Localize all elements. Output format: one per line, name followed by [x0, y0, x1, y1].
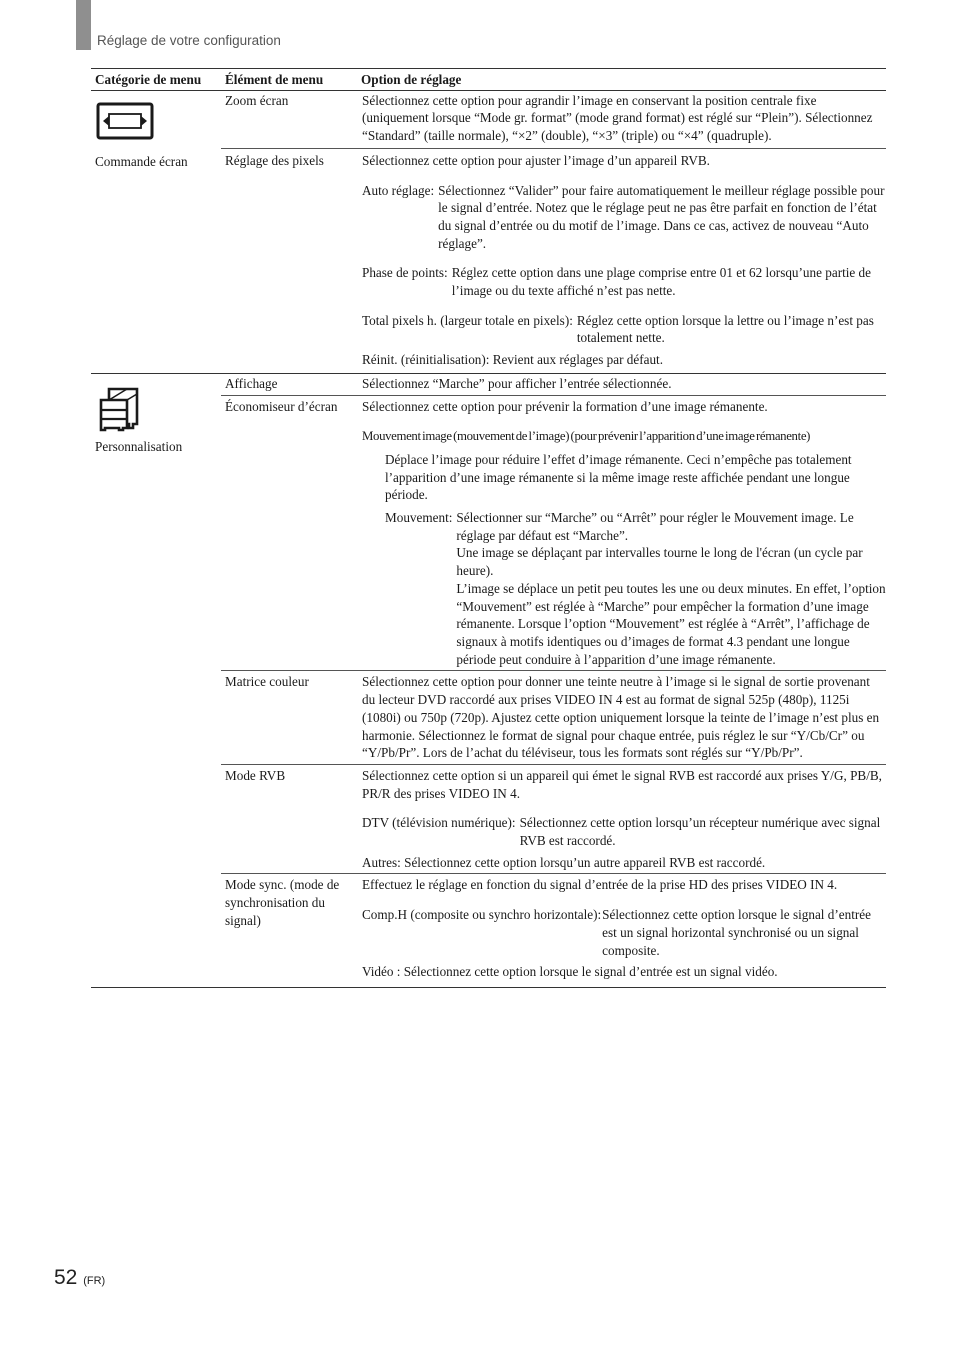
comph-label: Comp.H (composite ou synchro horizontale):	[362, 907, 602, 923]
section-title: Réglage de votre configuration	[97, 33, 281, 48]
section-tab-marker	[76, 0, 91, 50]
rvb-intro: Sélectionnez cette option si un appareil qui émet le signal RVB est raccordé aux prises Y/G, PB/B, PR/R des prises VIDEO IN 4.	[362, 767, 882, 801]
column-header-option: Option de réglage	[361, 72, 462, 87]
pixels-description	[357, 148, 886, 373]
zoom-description: Sélectionnez cette option pour agrandir l’image en conservant la position centrale fixe (uniquement lorsque “Mode gr. format” (mode grand format) est réglé sur “Plein”). Sélectionnez “Standard” (taille normale), “×2” (double), “×3” (triple) ou “×4” (quadruple).	[362, 92, 873, 144]
category-label: Personnalisation	[95, 438, 183, 454]
column-header-category: Catégorie de menu	[95, 72, 202, 87]
screen-control-icon	[95, 101, 155, 143]
total-pixels-label: Total pixels h. (largeur totale en pixels):	[362, 312, 573, 328]
page-number	[54, 1266, 105, 1290]
video-text: Vidéo : Sélectionnez cette option lorsque le signal d’entrée est un signal vidéo.	[362, 964, 778, 980]
column-header-item: Élément de menu	[225, 72, 324, 87]
sync-intro: Effectuez le réglage en fonction du signal d’entrée de la prise HD des prises VIDEO IN 4.	[362, 877, 838, 893]
matrice-description: Sélectionnez cette option pour donner une teinte neutre à l’image si le signal de sortie provenant du lecteur DVD raccordé aux prises VIDEO IN 4 est au format de signal 525p (480p), 1125i (1080i) ou 750p (720p). Ajustez cette option uniquement lorsque la teinte de l’image n’est plus en harmonie. Sélectionnez le format de signal pour chaque entrée, puis réglez le sur “Y/Cb/Cr” ou “Y/Pb/Pr”. Lors de l’achat du téléviseur, tous les formats sont réglés sur “Y/Pb/Pr”.	[357, 670, 886, 764]
item-rvb: Mode RVB	[221, 764, 357, 874]
mouvement-paragraph-2: Une image se déplaçant par intervalles tourne le long de l'écran (un cycle par heure).	[456, 545, 863, 579]
comph-text: Sélectionnez cette option lorsque le signal d’entrée est un signal horizontal synchronisé ou un signal composite.	[602, 907, 871, 958]
category-label: Commande écran	[95, 153, 188, 169]
phase-entry	[362, 264, 886, 299]
mouvement-text	[456, 509, 886, 668]
economiseur-intro: Sélectionnez cette option pour prévenir la formation d’une image rémanente.	[362, 398, 768, 414]
phase-text: Réglez cette option dans une plage comprise entre 01 et 62 lorsqu’une partie de l’image ou du texte affiché n’est pas nette.	[451, 265, 872, 299]
affichage-description: Sélectionnez “Marche” pour afficher l’entrée sélectionnée.	[362, 375, 672, 391]
dtv-text: Sélectionnez cette option lorsqu’un récepteur numérique avec signal RVB est raccordé.	[519, 815, 881, 849]
item-matrice: Matrice couleur	[221, 670, 357, 764]
item-sync: Mode sync. (mode de synchronisation du signal)	[221, 873, 357, 987]
mouvement-paragraph-3: L’image se déplace un petit peu toutes les une ou deux minutes. En effet, l’option “Mouvement” est réglée à “Marche” pour empêcher la formation d’une image rémanente. Lorsque l’option “Mouvement” est réglée à “Arrêt”, l’affichage de signaux à motifs identiques ou d’images de format 4.3 pendant une longue période peut conduire à l’apparition d’une image rémanente.	[456, 580, 886, 667]
item-pixels: Réglage des pixels	[221, 148, 357, 373]
mouvement-paragraph-1: Sélectionner sur “Marche” ou “Arrêt” pour régler le Mouvement image. Le réglage par défaut est “Marche”.	[456, 510, 854, 543]
mouvement-image-title: Mouvement image (mouvement de l’image) (pour prévenir l’apparition d’une image rémanente)	[362, 429, 811, 444]
phase-label: Phase de points:	[362, 265, 448, 281]
auto-reglage-entry	[362, 182, 886, 253]
page-language: (FR)	[83, 1275, 106, 1287]
economiseur-description	[357, 395, 886, 671]
item-economiseur: Économiseur d’écran	[221, 395, 357, 671]
commande-items	[221, 91, 886, 373]
pixels-intro: Sélectionnez cette option pour ajuster l’image d’un appareil RVB.	[362, 152, 710, 168]
settings-table	[91, 68, 886, 988]
sync-description	[357, 873, 886, 987]
auto-reglage-label: Auto réglage:	[362, 182, 435, 198]
mouvement-label: Mouvement:	[385, 510, 453, 526]
autres-text: Autres: Sélectionnez cette option lorsqu’un autre appareil RVB est raccordé.	[362, 854, 766, 870]
mouvement-entry	[362, 509, 886, 668]
rvb-description	[357, 764, 886, 874]
item-zoom: Zoom écran	[225, 92, 289, 108]
mouvement-image-description: Déplace l’image pour réduire l’effet d’image rémanente. Ceci n’empêche pas totalement l’apparition d’une image rémanente si la même image reste affichée pendant une longue période.	[385, 451, 852, 503]
category-cell	[91, 374, 221, 987]
total-pixels-entry	[362, 312, 886, 347]
item-affichage: Affichage	[225, 375, 278, 391]
reset-text: Réinit. (réinitialisation): Revient aux réglages par défaut.	[362, 352, 664, 368]
total-pixels-text: Réglez cette option lorsque la lettre ou l’image n’est pas totalement nette.	[576, 312, 874, 346]
section-commande-ecran	[91, 91, 886, 373]
table-header	[91, 69, 886, 91]
dtv-entry	[362, 814, 886, 849]
page-number-value: 52	[54, 1266, 78, 1289]
cabinet-icon	[97, 386, 141, 432]
auto-reglage-text: Sélectionnez “Valider” pour faire automatiquement le meilleur réglage possible pour le signal d’entrée. Notez que le réglage peut ne pas être parfait en fonction de l’état du signal d’entrée ou du motif de l’image. Dans ce cas, activez de nouveau “Auto réglage”.	[438, 182, 885, 251]
dtv-label: DTV (télévision numérique):	[362, 815, 516, 831]
section-personnalisation	[91, 373, 886, 987]
category-cell	[91, 91, 221, 373]
perso-items	[221, 374, 886, 987]
comph-entry	[362, 906, 886, 959]
